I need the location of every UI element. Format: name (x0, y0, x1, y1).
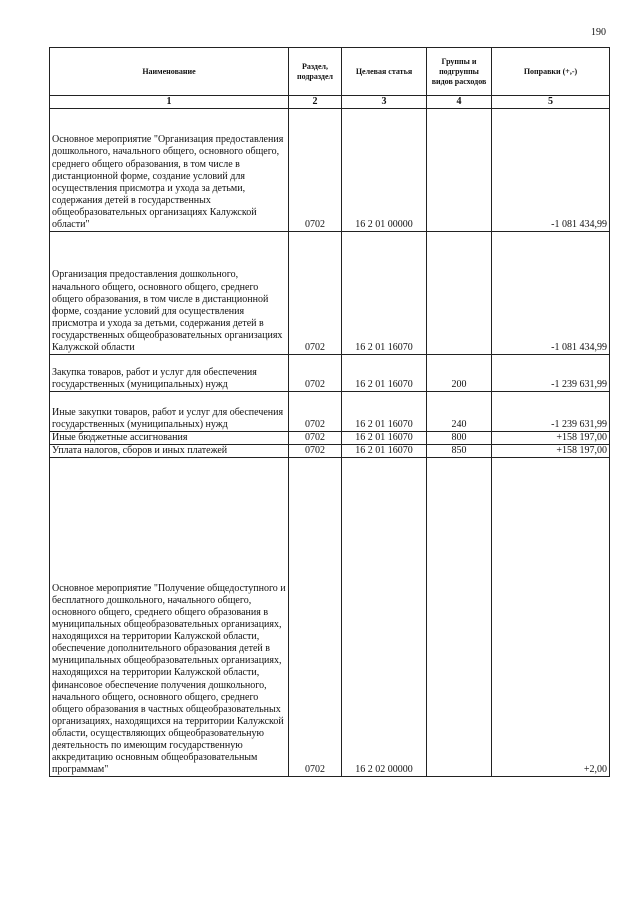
row-amount: -1 239 631,99 (492, 355, 610, 392)
row-name: Основное мероприятие "Получение общедоступного и бесплатного дошкольного, начального общего, основного общего, среднего общего образования в муниципальных общеобразовательных организациях, находящихся на территории Калужской области, обеспечение дополнительного образования детей в муниципальных общеобразовательных организациях, находящихся на территории Калужской области, финансовое обеспечение получения дошкольного, начального общего, основного общего, среднего общего образования в частных общеобразовательных организациях, находящихся на территории Калужской области, осуществляющих общеобразовательную деятельность по имеющим государственную аккредитацию основным общеобразовательным программам" (50, 458, 289, 777)
row-name: Основное мероприятие "Организация предоставления дошкольного, начального общего, основного общего, среднего общего образования, в том числе в дистанционной форме, создание условий для осуществления присмотра и ухода за детьми, содержания детей в государственных общеобразовательных организациях Калужской области" (50, 109, 289, 232)
table-row (50, 109, 610, 232)
table-row (50, 232, 610, 355)
row-target: 16 2 01 00000 (342, 109, 427, 232)
row-group: 240 (427, 392, 492, 432)
row-amount: -1 081 434,99 (492, 109, 610, 232)
row-group: 200 (427, 355, 492, 392)
row-name: Организация предоставления дошкольного, начального общего, основного общего, среднего общего образования, в том числе в дистанционной форме, создание условий для осуществления присмотра и ухода за детьми, содержания детей в государственных общеобразовательных организациях Калужской области (50, 232, 289, 355)
table-row (50, 392, 610, 432)
row-name: Иные бюджетные ассигнования (50, 432, 289, 445)
row-target: 16 2 01 16070 (342, 355, 427, 392)
row-target: 16 2 01 16070 (342, 445, 427, 458)
column-number: 4 (427, 96, 492, 109)
row-section: 0702 (289, 458, 342, 777)
row-section: 0702 (289, 392, 342, 432)
row-group (427, 232, 492, 355)
row-section: 0702 (289, 109, 342, 232)
header-amendments: Поправки (+,-) (492, 48, 610, 96)
row-amount: +158 197,00 (492, 432, 610, 445)
row-section: 0702 (289, 445, 342, 458)
row-amount: -1 239 631,99 (492, 392, 610, 432)
row-section: 0702 (289, 432, 342, 445)
row-target: 16 2 01 16070 (342, 432, 427, 445)
row-target: 16 2 01 16070 (342, 392, 427, 432)
column-number-row (50, 96, 610, 109)
row-group (427, 458, 492, 777)
table-row (50, 432, 610, 445)
row-group (427, 109, 492, 232)
header-name: Наименование (50, 48, 289, 96)
column-number: 3 (342, 96, 427, 109)
header-groups: Группы и подгруппы видов расходов (427, 48, 492, 96)
budget-table (49, 47, 610, 777)
row-section: 0702 (289, 232, 342, 355)
header-row (50, 48, 610, 96)
row-target: 16 2 01 16070 (342, 232, 427, 355)
row-group: 800 (427, 432, 492, 445)
column-number: 2 (289, 96, 342, 109)
header-target: Целевая статья (342, 48, 427, 96)
row-name: Уплата налогов, сборов и иных платежей (50, 445, 289, 458)
row-amount: -1 081 434,99 (492, 232, 610, 355)
row-name: Иные закупки товаров, работ и услуг для обеспечения государственных (муниципальных) нужд (50, 392, 289, 432)
row-section: 0702 (289, 355, 342, 392)
row-group: 850 (427, 445, 492, 458)
row-target: 16 2 02 00000 (342, 458, 427, 777)
row-amount: +2,00 (492, 458, 610, 777)
column-number: 1 (50, 96, 289, 109)
table-row (50, 355, 610, 392)
table-row (50, 445, 610, 458)
column-number: 5 (492, 96, 610, 109)
table-row (50, 458, 610, 777)
row-amount: +158 197,00 (492, 445, 610, 458)
page-number: 190 (591, 27, 606, 38)
header-section: Раздел, подраздел (289, 48, 342, 96)
row-name: Закупка товаров, работ и услуг для обеспечения государственных (муниципальных) нужд (50, 355, 289, 392)
